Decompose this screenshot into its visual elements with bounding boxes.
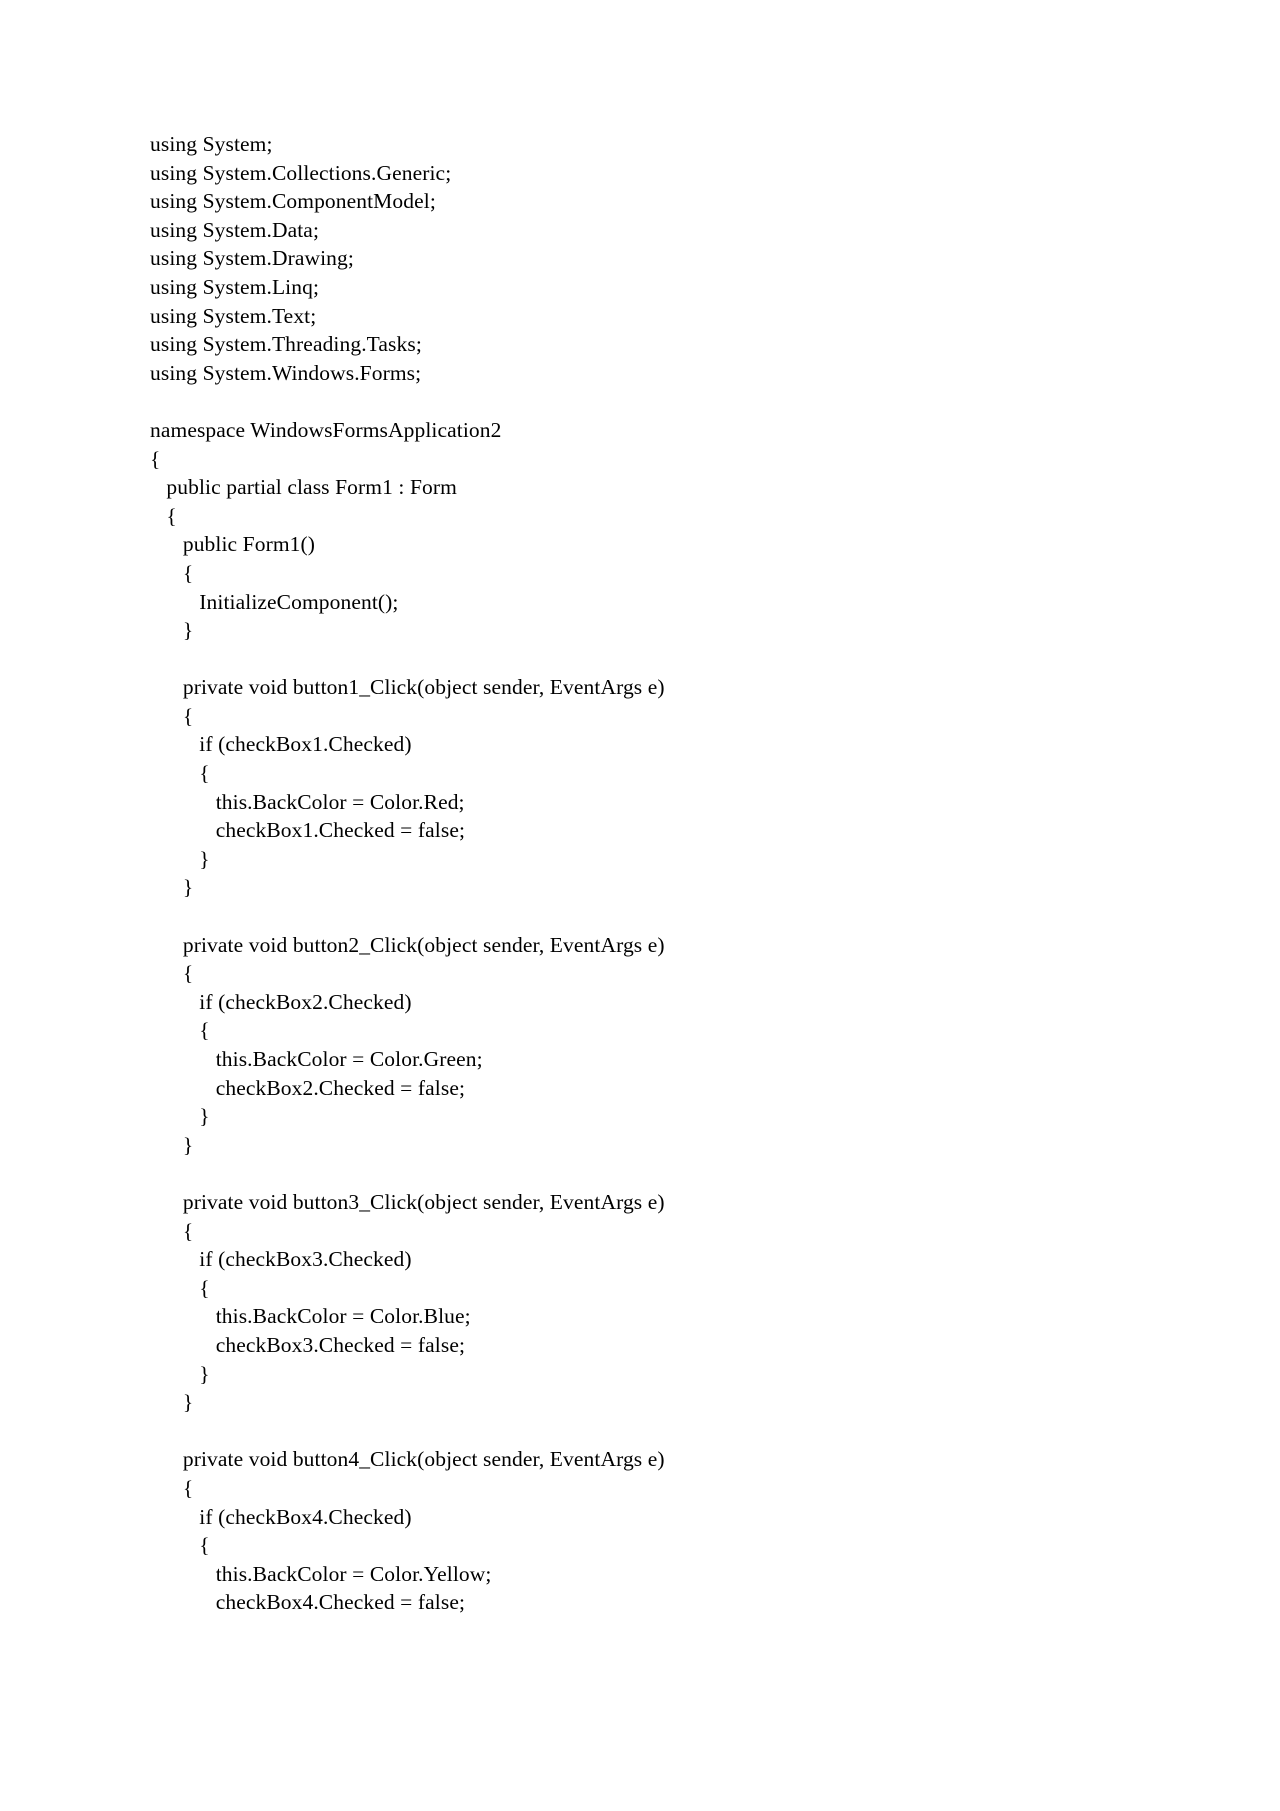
code-line: } xyxy=(150,1132,194,1157)
code-line: } xyxy=(150,1104,210,1129)
code-line: { xyxy=(150,1018,210,1043)
code-line: this.BackColor = Color.Blue; xyxy=(150,1304,471,1329)
code-blank-line xyxy=(150,387,1130,416)
code-line: using System.Text; xyxy=(150,303,317,328)
code-line: checkBox3.Checked = false; xyxy=(150,1332,466,1357)
code-line: } xyxy=(150,875,194,900)
code-line: using System.Collections.Generic; xyxy=(150,160,452,185)
code-blank-line xyxy=(150,1159,1130,1188)
code-line: private void button2_Click(object sender, EventArgs e) xyxy=(150,932,665,957)
code-line: namespace WindowsFormsApplication2 xyxy=(150,417,502,442)
code-line: InitializeComponent(); xyxy=(150,589,399,614)
code-line: { xyxy=(150,446,161,471)
code-line: { xyxy=(150,1533,210,1558)
code-line: { xyxy=(150,703,194,728)
code-line: } xyxy=(150,846,210,871)
code-line: } xyxy=(150,618,194,643)
code-line: { xyxy=(150,1275,210,1300)
code-line: this.BackColor = Color.Green; xyxy=(150,1047,483,1071)
code-line: using System.Linq; xyxy=(150,274,320,299)
code-blank-line xyxy=(150,1417,1130,1446)
code-line: using System.Drawing; xyxy=(150,246,354,271)
code-line: using System.Windows.Forms; xyxy=(150,360,422,385)
code-line: { xyxy=(150,560,194,585)
code-line: { xyxy=(150,761,210,786)
code-line: using System.Data; xyxy=(150,217,320,242)
code-line: if (checkBox4.Checked) xyxy=(150,1504,412,1529)
code-line: using System.Threading.Tasks; xyxy=(150,332,422,357)
code-line: using System; xyxy=(150,132,273,156)
code-line: private void button1_Click(object sender, EventArgs e) xyxy=(150,675,665,700)
code-line: checkBox4.Checked = false; xyxy=(150,1590,466,1615)
code-line: public partial class Form1 : Form xyxy=(150,475,457,500)
code-line: using System.ComponentModel; xyxy=(150,189,436,214)
code-line: { xyxy=(150,1218,194,1243)
code-listing xyxy=(150,130,1130,1617)
code-line: { xyxy=(150,1475,194,1500)
code-line: checkBox2.Checked = false; xyxy=(150,1075,466,1100)
code-line: { xyxy=(150,961,194,986)
code-line: checkBox1.Checked = false; xyxy=(150,818,466,843)
code-line: { xyxy=(150,503,177,528)
code-line: } xyxy=(150,1361,210,1386)
code-line: if (checkBox2.Checked) xyxy=(150,989,412,1014)
code-line: private void button4_Click(object sender, EventArgs e) xyxy=(150,1447,665,1472)
code-line: } xyxy=(150,1390,194,1415)
code-line: private void button3_Click(object sender, EventArgs e) xyxy=(150,1189,665,1214)
code-blank-line xyxy=(150,645,1130,674)
code-line: if (checkBox3.Checked) xyxy=(150,1247,412,1272)
code-line: this.BackColor = Color.Yellow; xyxy=(150,1561,492,1586)
code-blank-line xyxy=(150,902,1130,931)
code-line: this.BackColor = Color.Red; xyxy=(150,789,465,814)
code-line: public Form1() xyxy=(150,532,316,557)
code-line: if (checkBox1.Checked) xyxy=(150,732,412,757)
